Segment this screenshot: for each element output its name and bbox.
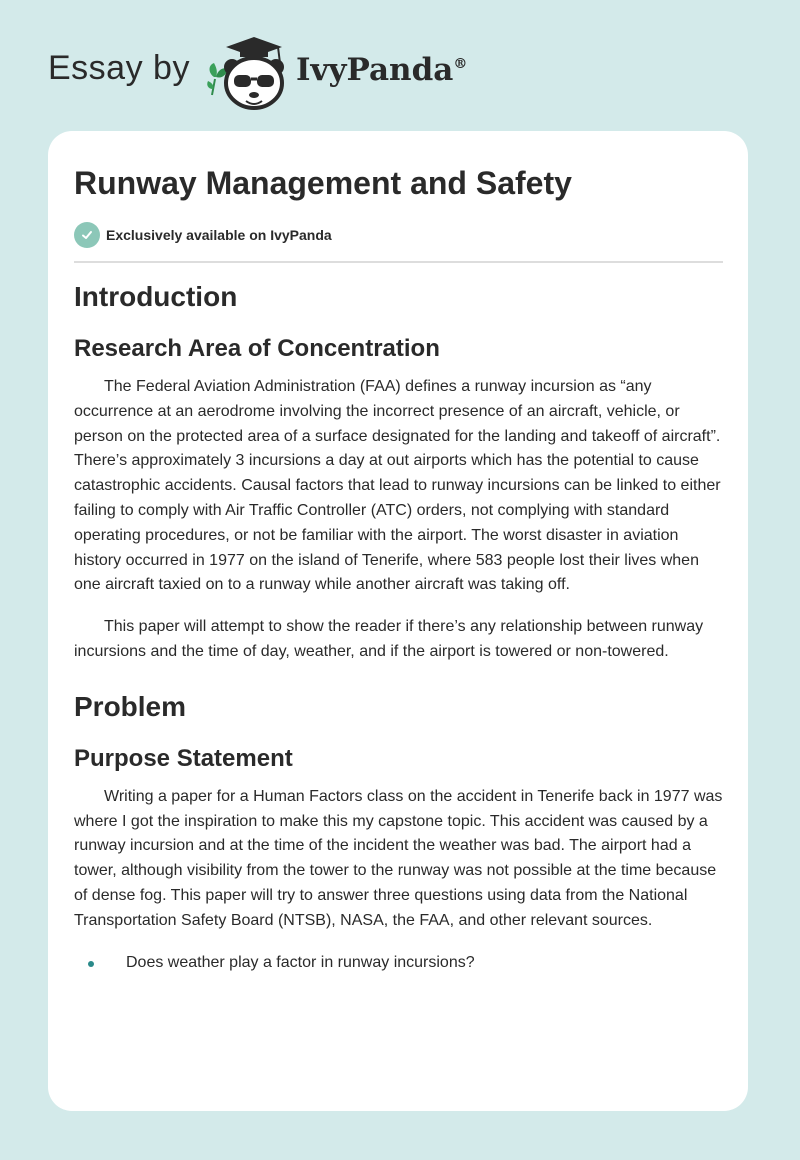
brand-name[interactable] (296, 52, 467, 88)
question-text: Does weather play a factor in runway incursions? (126, 953, 475, 971)
list-item (74, 951, 724, 976)
article-card (48, 131, 748, 1111)
section-heading-introduction: Introduction (74, 281, 238, 312)
paragraph-purpose-1: Writing a paper for a Human Factors class on the accident in Tenerife back in 1977 was where I got the inspiration to make this my capstone topic. This accident was caused by a runway incursion and at the time of the incident the weather was bad. The airport had a tower, although visibility from the tower to the runway was not possible at the time because of dense fog. This paper will try to answer three questions using data from the National Transportation Safety Board (NTSB), NASA, the FAA, and other relevant sources. (74, 787, 723, 929)
panda-logo-icon[interactable] (204, 33, 288, 111)
site-header (48, 32, 467, 112)
brand-text: IvyPanda (295, 52, 454, 88)
questions-list (74, 951, 724, 976)
article-title: Runway Management and Safety (74, 165, 572, 201)
essay-by-label: Essay by (48, 48, 190, 87)
article-body (74, 281, 724, 975)
checkmark-icon (74, 222, 100, 248)
section-heading-problem: Problem (74, 690, 187, 722)
bullet-icon (88, 961, 94, 967)
subsection-heading-purpose: Purpose Statement (74, 744, 293, 772)
registered-mark: ® (453, 56, 468, 72)
title-divider (74, 261, 723, 263)
subsection-heading-research-area: Research Area of Concentration (74, 335, 440, 362)
paragraph-research-1: The Federal Aviation Administration (FAA) defines a runway incursion as “any occurrence at an aerodrome involving the incorrect presence of an aircraft, vehicle, or person on the protected area of a surface designated for the landing and takeoff of aircraft”. There’s approximately 3 incursions a day at out airports which has the potential to cause catastrophic accidents. Causal factors that lead to runway incursions can be linked to either failing to comply with Air Traffic Controller (ATC) orders, not complying with standard operating procedures, or not be familiar with the airport. The worst disaster in aviation history occurred in 1977 on the island of Tenerife, where 583 people lost their lives when one aircraft taxied on to a runway while another aircraft was taking off. (74, 378, 721, 594)
badge-label: Exclusively available on IvyPanda (106, 227, 332, 243)
paragraph-research-2: This paper will attempt to show the reader if there’s any relationship between runway incursions and the time of day, weather, and if the airport is towered or non-towered. (74, 618, 704, 660)
exclusive-badge (74, 222, 332, 248)
